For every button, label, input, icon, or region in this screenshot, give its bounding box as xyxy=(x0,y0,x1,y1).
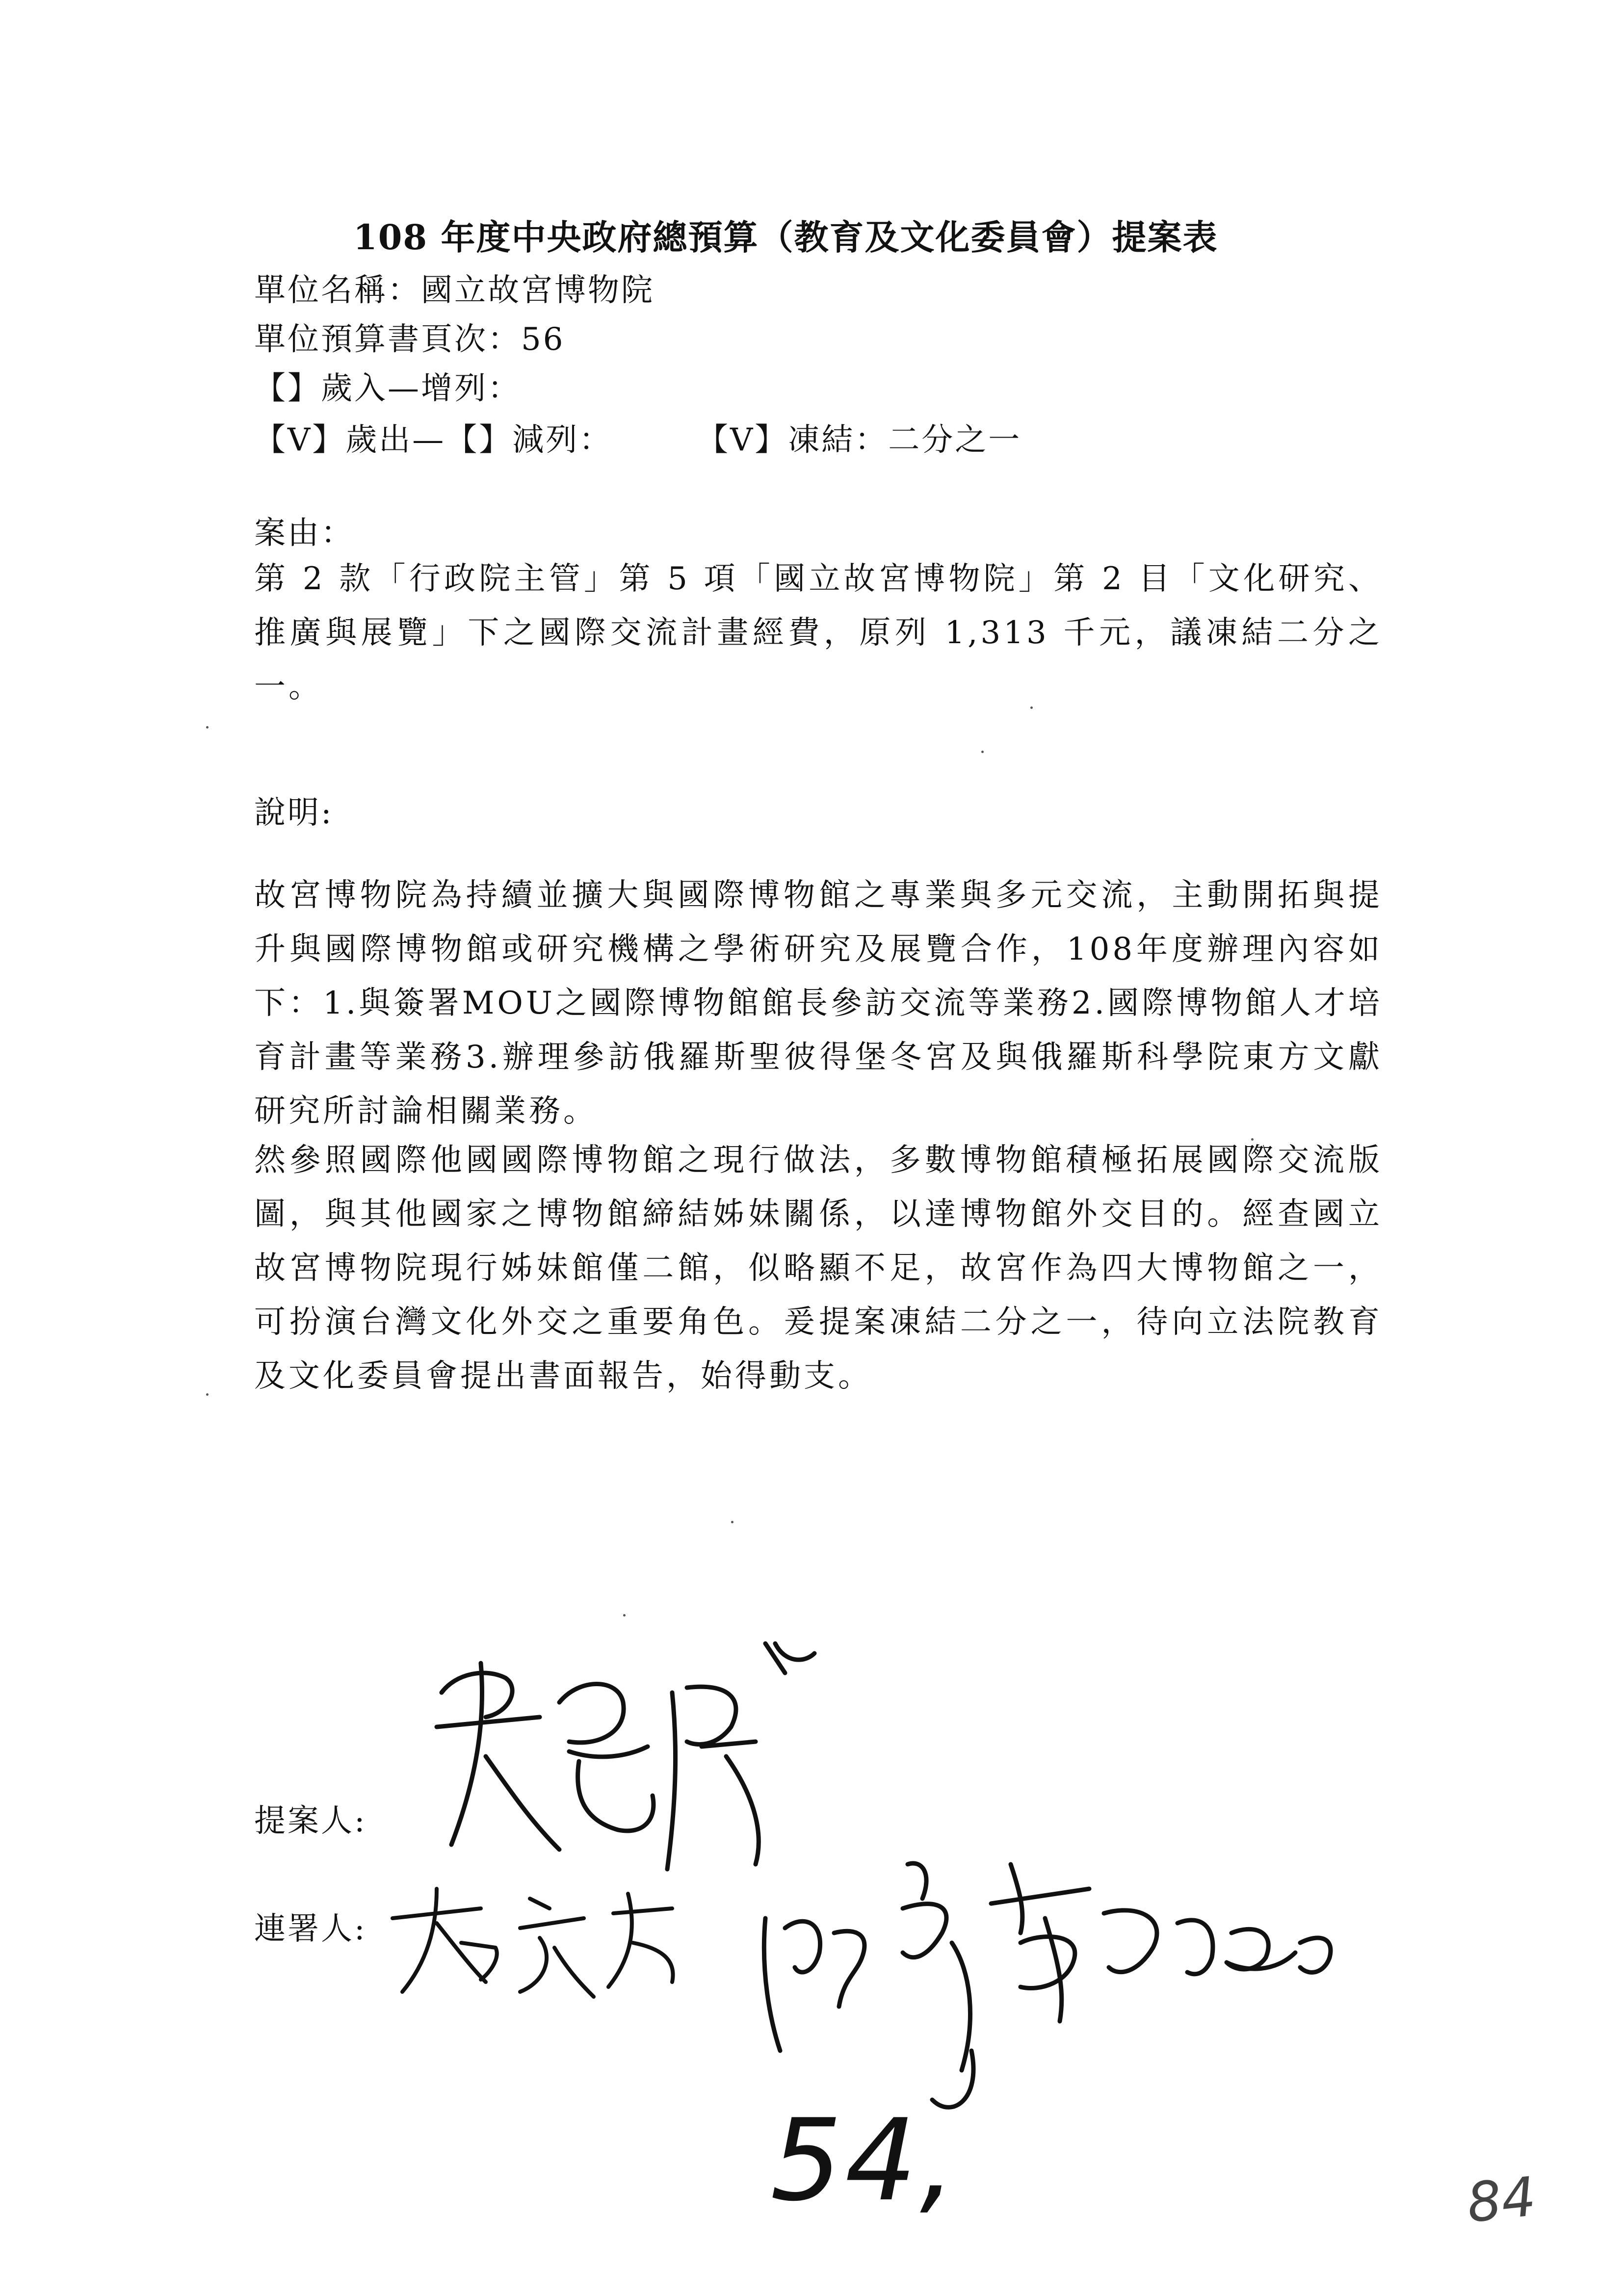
proposer-label: 提案人: xyxy=(254,1803,367,1839)
scan-speck xyxy=(623,1614,626,1617)
explanation-heading: 說明: xyxy=(254,795,334,831)
freeze-line: 【V】凍結：二分之一 xyxy=(697,422,1022,458)
document-title: 108 年度中央政府總預算（教育及文化委員會）提案表 xyxy=(353,217,1218,258)
revenue-line: 【】歲入—增列： xyxy=(254,370,521,407)
explanation-paragraph-1: 故宮博物院為持續並擴大與國際博物館之專業與多元交流，主動開拓與提升與國際博物館或研究機構之學術研究及展覽合作，108年度辦理內容如下：1.與簽署MOU之國際博物館館長參訪交流等業務2.國際博物館人才培育計畫等業務3.辦理參訪俄羅斯聖彼得堡冬宮及與俄羅斯科學院東方文獻研究所討論相關業務。 xyxy=(254,877,1383,1129)
scan-speck xyxy=(206,1393,209,1396)
scan-speck xyxy=(206,726,209,729)
scan-speck xyxy=(1251,1138,1254,1141)
handwritten-number: 54, xyxy=(770,2095,959,2226)
reason-text: 第 2 款「行政院主管」第 5 項「國立故宮博物院」第 2 目「文化研究、推廣與展覽」下之國際交流計畫經費，原列 1,313 千元，議凍結二分之一。 xyxy=(254,561,1383,705)
reason-heading: 案由： xyxy=(254,515,354,551)
unit-name: 單位名稱：國立故宮博物院 xyxy=(254,272,655,309)
scan-speck xyxy=(981,751,984,753)
budget-page: 單位預算書頁次：56 xyxy=(254,321,565,358)
expenditure-line: 【V】歲出—【】減列： xyxy=(254,422,613,458)
explanation-paragraph-2: 然參照國際他國國際博物館之現行做法，多數博物館積極拓展國際交流版圖，與其他國家之博物館締結姊妹關係，以達博物館外交目的。經查國立故宮博物院現行姊妹館僅二館，似略顯不足，故宮作為四大博物館之一，可扮演台灣文化外交之重要角色。爰提案凍結二分之一，待向立法院教育及文化委員會提出書面報告，始得動支。 xyxy=(254,1142,1383,1394)
cosigner-signature-1 xyxy=(383,1874,697,2011)
scan-speck xyxy=(1030,706,1033,709)
handwritten-page-mark: 84 xyxy=(1464,2165,1539,2235)
cosigner-label: 連署人: xyxy=(254,1911,367,1947)
scan-speck xyxy=(731,1521,733,1523)
